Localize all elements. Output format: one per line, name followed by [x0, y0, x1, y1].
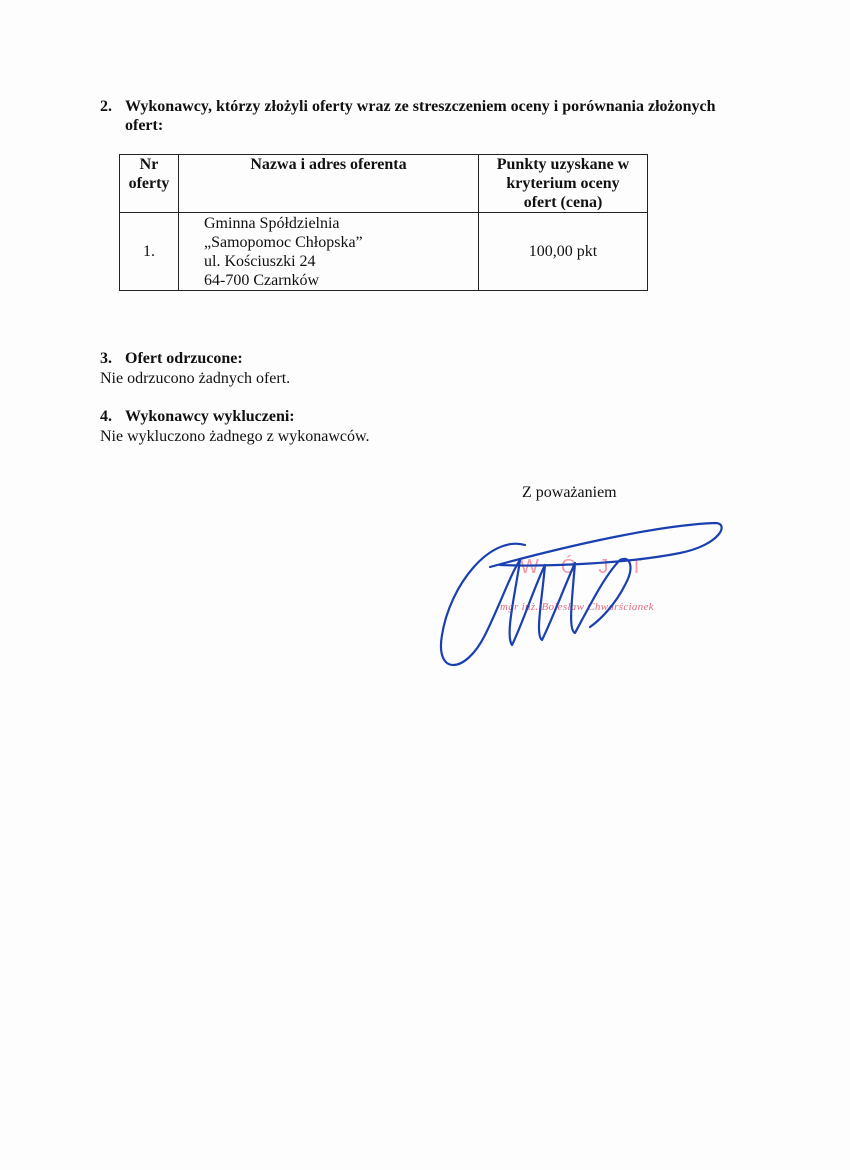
section-3-number: 3.: [100, 350, 112, 367]
offers-table: [119, 154, 648, 291]
section-2-title-line1: Wykonawcy, którzy złożyli oferty wraz ze streszczeniem oceny i porównania złożonych: [125, 98, 716, 115]
address-line: 64-700 Czarnków: [204, 272, 320, 289]
header-nr-oferty: [120, 155, 179, 213]
section-4-title: Wykonawcy wykluczeni:: [125, 408, 295, 425]
header-punkty-line3: ofert (cena): [523, 194, 603, 211]
section-4-heading: [100, 407, 295, 427]
section-2-number: 2.: [100, 98, 112, 115]
header-punkty-line1: Punkty uzyskane w: [496, 156, 630, 173]
table-header-row: [120, 155, 648, 213]
address-line: „Samopomoc Chłopska”: [204, 234, 363, 251]
section-4-number: 4.: [100, 408, 112, 425]
section-2-heading: [100, 97, 768, 117]
closing-greeting: Z poważaniem: [522, 484, 617, 501]
section-2-title-line2: ofert:: [125, 117, 164, 134]
row-points: 100,00 pkt: [479, 213, 648, 291]
table-row: [120, 213, 648, 291]
address-line: ul. Kościuszki 24: [204, 253, 316, 270]
row-address: [179, 213, 479, 291]
stamp-logo: WÓJT: [520, 556, 665, 578]
address-line: Gminna Spółdzielnia: [204, 215, 340, 232]
section-3-text: Nie odrzucono żadnych ofert.: [100, 370, 291, 387]
handwritten-signature: [430, 505, 730, 685]
header-punkty-line2: kryterium oceny: [506, 175, 620, 192]
section-4-text: Nie wykluczono żadnego z wykonawców.: [100, 428, 370, 445]
header-punkty: [479, 155, 648, 213]
section-3-heading: [100, 349, 243, 369]
section-3-title: Ofert odrzucone:: [125, 350, 243, 367]
header-nazwa-text: Nazwa i adres oferenta: [250, 156, 407, 173]
row-nr: 1.: [120, 213, 179, 291]
header-nr-line1: Nr: [139, 156, 159, 173]
header-nr-line2: oferty: [128, 175, 170, 192]
stamp-name: mgr inż. Bolesław Chwarścianek: [500, 601, 654, 613]
header-nazwa: [179, 155, 479, 213]
